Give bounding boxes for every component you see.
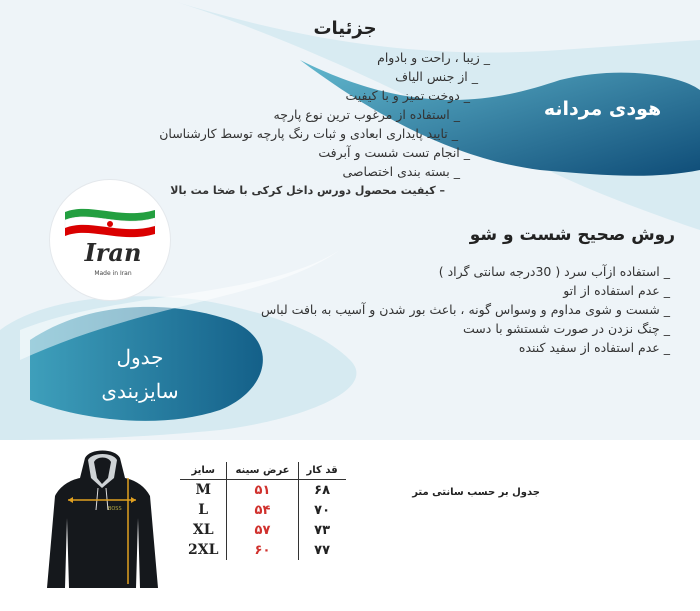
table-row <box>180 480 346 501</box>
table-header-row <box>180 462 346 480</box>
logo-text: Iran <box>84 238 142 267</box>
details-title: جزئیات <box>313 18 377 39</box>
cell-length: ۷۰ <box>298 500 346 520</box>
size-table <box>180 462 346 560</box>
table-row <box>180 540 346 560</box>
details-item: _ از جنس الیاف <box>395 69 478 84</box>
details-item: _ انجام تست شست و آبرفت <box>318 145 470 160</box>
details-item: – کیفیت محصول دورس داخل کرکی با ضخا مت بالا <box>170 184 445 197</box>
header-length: قد کار <box>298 462 346 480</box>
table-row <box>180 500 346 520</box>
cell-size: XL <box>192 522 214 538</box>
table-row <box>180 520 346 540</box>
washing-item: _ عدم استفاده از سفید کننده <box>518 340 670 355</box>
washing-item: _ شست و شوی مداوم و وسواس گونه ، باعث بور شدن و آسیب به بافت لباس <box>261 302 670 317</box>
details-item: _ استفاده از مرغوب ترین نوع پارچه <box>273 107 460 122</box>
cell-length: ۷۷ <box>298 540 346 560</box>
hoodie-image <box>40 448 165 593</box>
logo-subtext: Made in Iran <box>94 270 132 277</box>
cell-chest: ۵۱ <box>227 480 298 501</box>
size-label-line2: سایزبندی <box>101 379 179 403</box>
washing-item: _ عدم استفاده از اتو <box>563 283 670 298</box>
details-item: _ زیبا ، راحت و بادوام <box>377 50 490 65</box>
cell-chest: ۵۷ <box>227 520 298 540</box>
header-size: سایز <box>180 462 227 480</box>
made-in-iran-logo <box>50 180 170 300</box>
details-item: _ بسته بندی اختصاصی <box>342 164 460 179</box>
cell-size: M <box>195 482 211 498</box>
svg-text:BOSS: BOSS <box>108 506 122 512</box>
washing-title: روش صحیح شست و شو <box>469 225 675 245</box>
size-label-line1: جدول <box>116 345 164 369</box>
cell-length: ۷۳ <box>298 520 346 540</box>
cell-chest: ۵۴ <box>227 500 298 520</box>
washing-item: _ استفاده ازآب سرد ( 30درجه سانتی گراد ) <box>438 264 670 279</box>
washing-list <box>230 262 670 357</box>
cell-length: ۶۸ <box>298 480 346 501</box>
iran-flag-icon <box>60 202 160 242</box>
cell-chest: ۶۰ <box>227 540 298 560</box>
details-list <box>150 48 500 200</box>
header-chest: عرض سینه <box>227 462 298 480</box>
details-item: _ تایید پایداری ابعادی و ثبات رنگ پارچه توسط کارشناسان <box>159 126 458 141</box>
table-unit-note: جدول بر حسب سانتی متر <box>412 487 540 498</box>
cell-size: L <box>198 502 209 518</box>
details-item: _ دوخت تمیز و با کیفیت <box>345 88 470 103</box>
cell-size: 2XL <box>188 542 219 558</box>
size-chart-label <box>70 340 210 408</box>
product-label: هودی مردانه <box>543 98 662 120</box>
washing-item: _ چنگ نزدن در صورت شستشو با دست <box>463 321 670 336</box>
